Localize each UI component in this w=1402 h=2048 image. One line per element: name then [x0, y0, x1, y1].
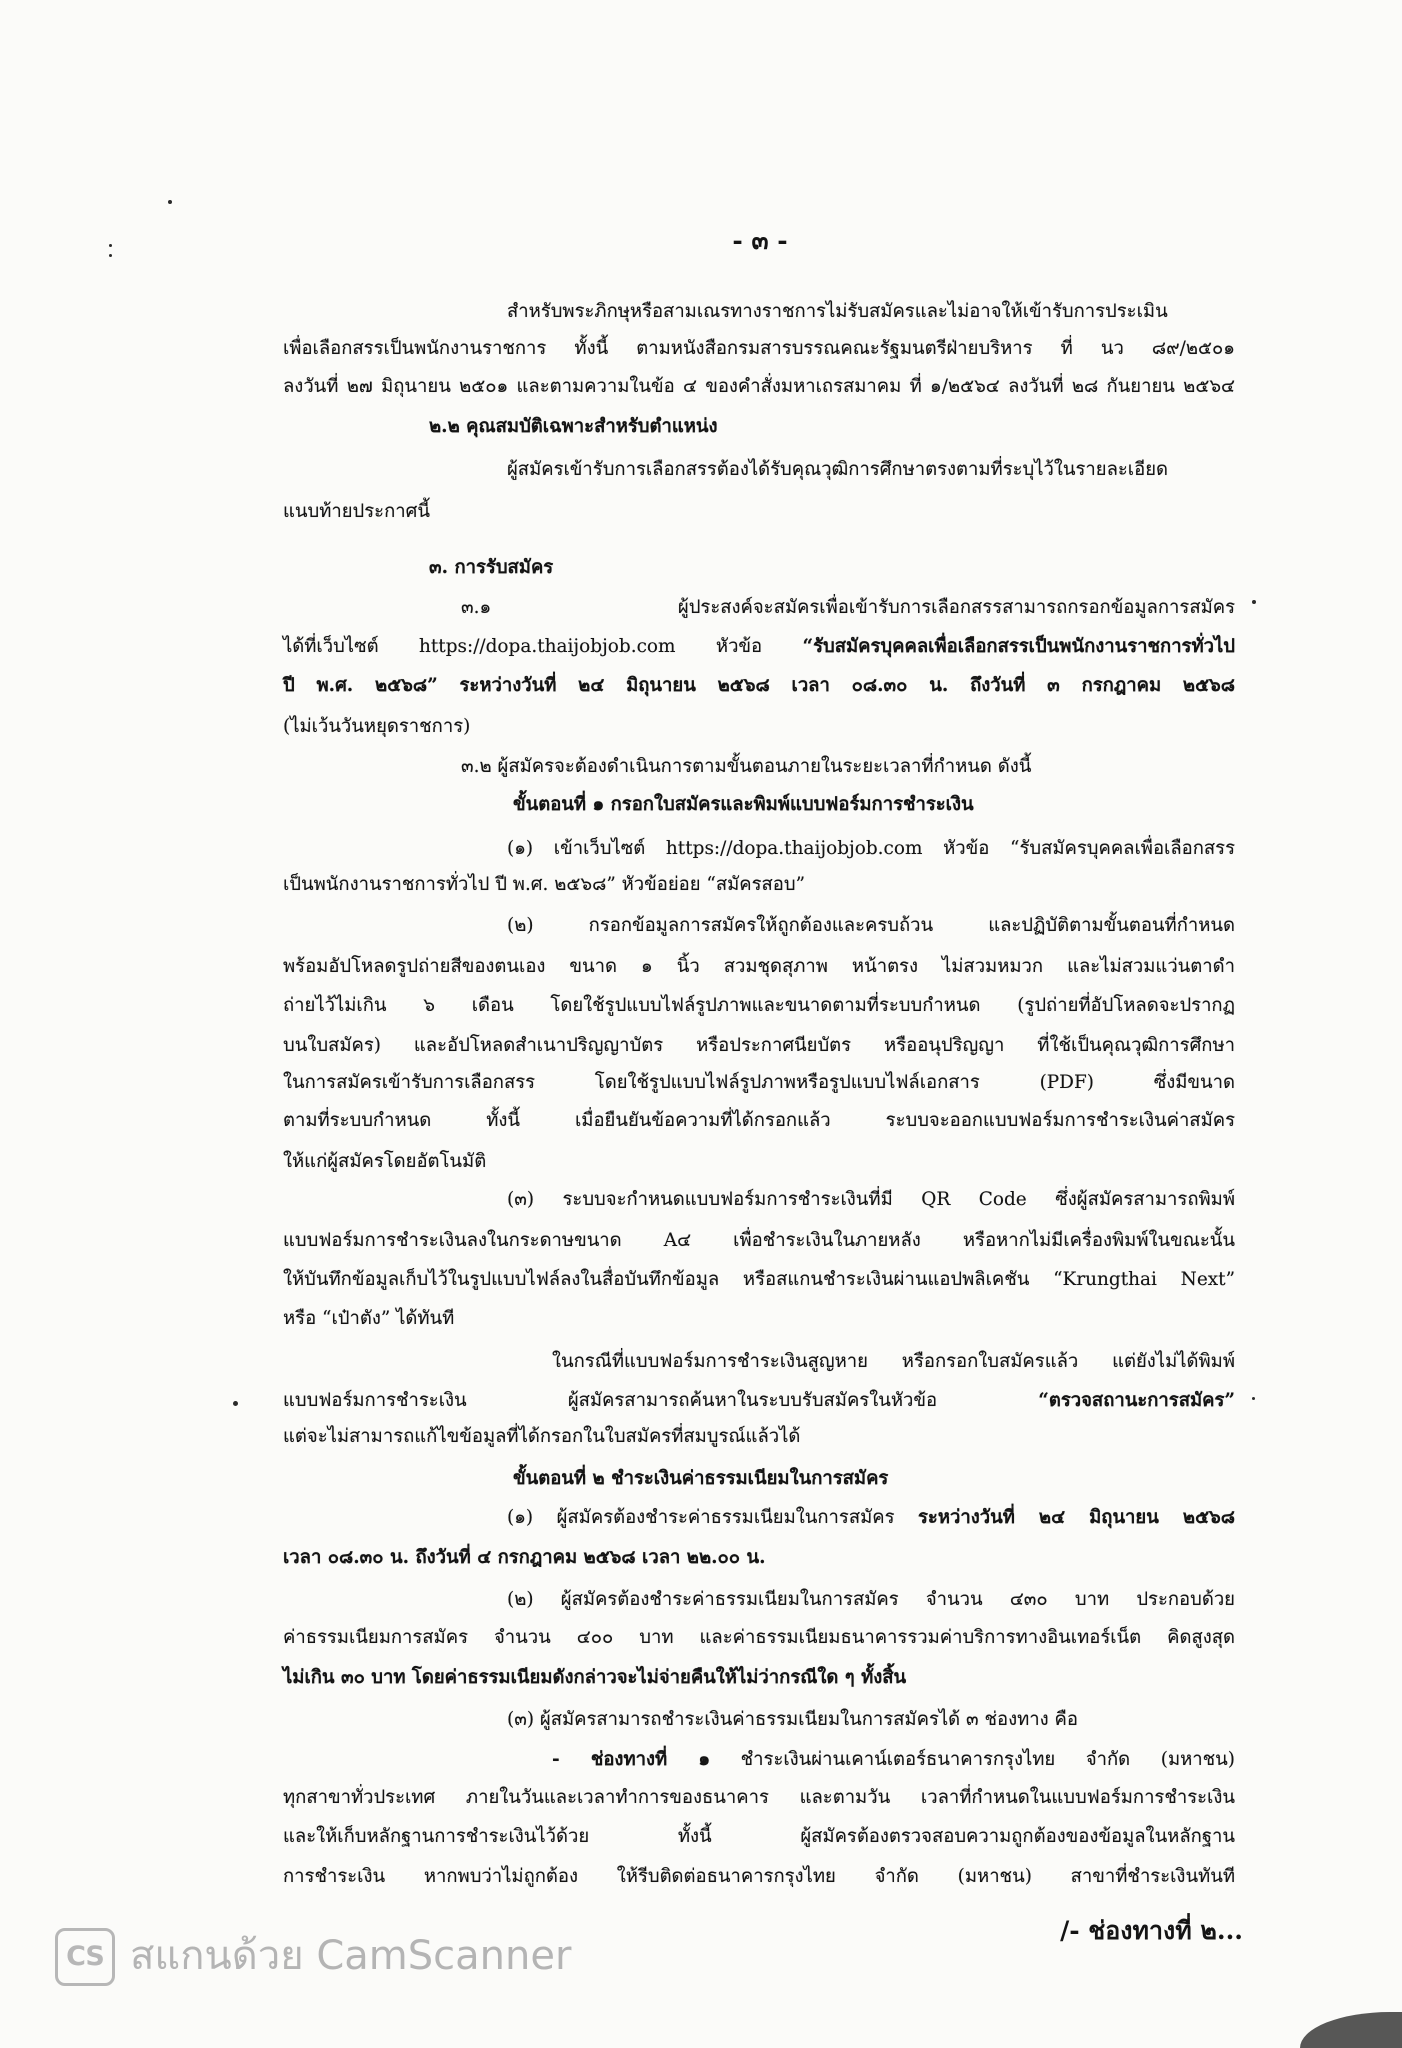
- body-line: [552, 1342, 1235, 1382]
- body-line: [283, 707, 1235, 747]
- text-run: (ไม่เว้นวันหยุดราชการ): [283, 716, 471, 737]
- text-run: เป็นพนักงานราชการทั่วไป ปี พ.ศ. ๒๕๖๘” หัวข้อย่อย “สมัครสอบ”: [283, 874, 806, 895]
- text-run: ถ่ายไว้ไม่เกิน ๖ เดือน โดยใช้รูปแบบไฟล์รูปภาพและขนาดตามที่ระบบกำหนด (รูปถ่ายที่อัปโหลดจะปรากฏ: [283, 995, 1235, 1016]
- text-run: ๓.๑ ผู้ประสงค์จะสมัครเพื่อเข้ารับการเลือกสรรสามารถกรอกข้อมูลการสมัคร: [461, 597, 1235, 618]
- text-run: ๓. การรับสมัคร: [429, 557, 554, 578]
- text-run-bold: - ช่องทางที่ ๑: [552, 1749, 711, 1770]
- text-run: ลงวันที่ ๒๗ มิถุนายน ๒๕๐๑ และตามความในข้อ ๔ ของคำสั่งมหาเถรสมาคม ที่ ๑/๒๕๖๔ ลงวันที่ ๒๘ กันยายน ๒๕๖๔: [283, 376, 1235, 397]
- text-run: (๒) กรอกข้อมูลการสมัครให้ถูกต้องและครบถ้วน และปฏิบัติตามขั้นตอนที่กำหนด: [507, 915, 1235, 936]
- body-line: [283, 1221, 1235, 1261]
- text-run: ชำระเงินผ่านเคาน์เตอร์ธนาคารกรุงไทย จำกัด (มหาชน): [710, 1749, 1235, 1770]
- body-line: [507, 450, 1235, 490]
- body-line: [283, 947, 1235, 987]
- body-line: [507, 906, 1235, 946]
- text-run: ค่าธรรมเนียมการสมัคร จำนวน ๔๐๐ บาท และค่าธรรมเนียมธนาคารรวมค่าบริการทางอินเทอร์เน็ต คิดสูงสุด: [283, 1627, 1235, 1648]
- text-run: ไม่เกิน ๓๐ บาท โดยค่าธรรมเนียมดังกล่าวจะไม่จ่ายคืนให้ไม่ว่ากรณีใด ๆ ทั้งสิ้น: [283, 1667, 907, 1688]
- body-line: [507, 292, 1235, 332]
- body-line: [283, 1381, 1235, 1421]
- body-line: [507, 1700, 1235, 1740]
- body-line: [283, 865, 1235, 905]
- camscanner-watermark: สแกนด้วย CamScanner: [130, 1933, 572, 1979]
- text-run: ๒.๒ คุณสมบัติเฉพาะสำหรับตำแหน่ง: [429, 416, 718, 437]
- body-line: [552, 1740, 1235, 1780]
- body-line: [507, 1180, 1235, 1220]
- text-run: หรือ “เป๋าตัง” ได้ทันที: [283, 1308, 455, 1329]
- text-run: เพื่อเลือกสรรเป็นพนักงานราชการ ทั้งนี้ ตามหนังสือกรมสารบรรณคณะรัฐมนตรีฝ่ายบริหาร ที่ นว ๘๙/๒๕๐๑: [283, 338, 1235, 359]
- step-heading: [513, 1459, 1235, 1499]
- text-run: ทุกสาขาทั่วประเทศ ภายในวันและเวลาทำการของธนาคาร และตามวัน เวลาที่กำหนดในแบบฟอร์มการชำระเงิน: [283, 1787, 1235, 1808]
- text-run: บนใบสมัคร) และอัปโหลดสำเนาปริญญาบัตร หรือประกาศนียบัตร หรืออนุปริญญา ที่ใช้เป็นคุณวุฒิการศึกษา: [283, 1035, 1235, 1056]
- text-run: ขั้นตอนที่ ๒ ชำระเงินค่าธรรมเนียมในการสมัคร: [513, 1468, 889, 1489]
- scan-speck: [1252, 600, 1256, 604]
- text-run: (๓) ผู้สมัครสามารถชำระเงินค่าธรรมเนียมในการสมัครได้ ๓ ช่องทาง คือ: [507, 1709, 1078, 1730]
- body-line: [283, 329, 1235, 369]
- body-line: [283, 1142, 1235, 1182]
- scan-edge-shadow: [1300, 2012, 1402, 2048]
- scan-speck: [109, 244, 112, 247]
- text-run: (๓) ระบบจะกำหนดแบบฟอร์มการชำระเงินที่มี QR Code ซึ่งผู้สมัครสามารถพิมพ์: [507, 1189, 1235, 1210]
- page-number: - ๓ -: [732, 226, 788, 255]
- body-line: [461, 588, 1235, 628]
- text-run: ให้บันทึกข้อมูลเก็บไว้ในรูปแบบไฟล์ลงในสื่อบันทึกข้อมูล หรือสแกนชำระเงินผ่านแอปพลิเคชัน “Krungthai Next”: [283, 1269, 1235, 1290]
- text-run: (๒) ผู้สมัครต้องชำระค่าธรรมเนียมในการสมัคร จำนวน ๔๓๐ บาท ประกอบด้วย: [507, 1589, 1235, 1610]
- text-run: สำหรับพระภิกษุหรือสามเณรทางราชการไม่รับสมัครและไม่อาจให้เข้ารับการประเมิน: [507, 301, 1168, 322]
- text-run: ในกรณีที่แบบฟอร์มการชำระเงินสูญหาย หรือกรอกใบสมัครแล้ว แต่ยังไม่ได้พิมพ์: [552, 1351, 1235, 1372]
- body-line: [283, 1618, 1235, 1658]
- body-line: [461, 747, 1235, 787]
- text-run: ได้ที่เว็บไซต์ https://dopa.thaijobjob.com หัวข้อ: [283, 636, 803, 657]
- body-line: [283, 1658, 1235, 1698]
- text-run: การชำระเงิน หากพบว่าไม่ถูกต้อง ให้รีบติดต่อธนาคารกรุงไทย จำกัด (มหาชน) สาขาที่ชำระเงินทันที: [283, 1866, 1235, 1887]
- text-run: ผู้สมัครเข้ารับการเลือกสรรต้องได้รับคุณวุฒิการศึกษาตรงตามที่ระบุไว้ในรายละเอียด: [507, 459, 1168, 480]
- body-line: [283, 986, 1235, 1026]
- text-run: แบบฟอร์มการชำระเงิน ผู้สมัครสามารถค้นหาในระบบรับสมัครในหัวข้อ: [283, 1390, 1039, 1411]
- body-line: [507, 1498, 1235, 1538]
- text-run: พร้อมอัปโหลดรูปถ่ายสีของตนเอง ขนาด ๑ นิ้ว สวมชุดสุภาพ หน้าตรง ไม่สวมหมวก และไม่สวมแว่นตาดำ: [283, 956, 1235, 977]
- text-run-bold: “รับสมัครบุคคลเพื่อเลือกสรรเป็นพนักงานราชการทั่วไป: [802, 636, 1235, 657]
- text-run: และให้เก็บหลักฐานการชำระเงินไว้ด้วย ทั้งนี้ ผู้สมัครต้องตรวจสอบความถูกต้องของข้อมูลในหลักฐาน: [283, 1826, 1235, 1847]
- camscanner-logo-icon: CS: [55, 1928, 115, 1986]
- body-line: [283, 1260, 1235, 1300]
- body-line: [283, 1817, 1235, 1857]
- text-run: ขั้นตอนที่ ๑ กรอกใบสมัครและพิมพ์แบบฟอร์มการชำระเงิน: [513, 794, 974, 815]
- scan-speck: [168, 200, 172, 204]
- scan-speck: [1252, 1397, 1255, 1400]
- text-run: ให้แก่ผู้สมัครโดยอัตโนมัติ: [283, 1151, 487, 1172]
- body-line: [283, 627, 1235, 667]
- body-line: [283, 666, 1235, 706]
- text-run: ในการสมัครเข้ารับการเลือกสรร โดยใช้รูปแบบไฟล์รูปภาพหรือรูปแบบไฟล์เอกสาร (PDF) ซึ่งมีขนาด: [283, 1072, 1235, 1093]
- body-line: [283, 1063, 1235, 1103]
- text-run: แต่จะไม่สามารถแก้ไขข้อมูลที่ได้กรอกในใบสมัครที่สมบูรณ์แล้วได้: [283, 1426, 801, 1447]
- text-run: แนบท้ายประกาศนี้: [283, 501, 430, 522]
- scan-speck: [109, 254, 112, 257]
- text-run-bold: “ตรวจสถานะการสมัคร”: [1038, 1390, 1235, 1411]
- text-run: ปี พ.ศ. ๒๕๖๘” ระหว่างวันที่ ๒๔ มิถุนายน ๒๕๖๘ เวลา ๐๘.๓๐ น. ถึงวันที่ ๓ กรกฎาคม ๒๕๖๘: [283, 675, 1235, 696]
- section-heading: [429, 548, 1235, 588]
- text-run: ตามที่ระบบกำหนด ทั้งนี้ เมื่อยืนยันข้อความที่ได้กรอกแล้ว ระบบจะออกแบบฟอร์มการชำระเงินค่าสมัคร: [283, 1110, 1235, 1131]
- body-line: [283, 1538, 1235, 1578]
- body-line: [283, 367, 1235, 407]
- body-line: [283, 1101, 1235, 1141]
- body-line: [283, 1417, 1235, 1457]
- body-line: [283, 1299, 1235, 1339]
- body-line: [283, 492, 1235, 532]
- body-line: [283, 1026, 1235, 1066]
- text-run: ๓.๒ ผู้สมัครจะต้องดำเนินการตามขั้นตอนภายในระยะเวลาที่กำหนด ดังนี้: [461, 756, 1032, 777]
- body-line: [283, 1778, 1235, 1818]
- text-run: แบบฟอร์มการชำระเงินลงในกระดาษขนาด A๔ เพื่อชำระเงินในภายหลัง หรือหากไม่มีเครื่องพิมพ์ในขณะนั้น: [283, 1230, 1235, 1251]
- body-line: [507, 829, 1235, 869]
- text-run: เวลา ๐๘.๓๐ น. ถึงวันที่ ๔ กรกฎาคม ๒๕๖๘ เวลา ๒๒.๐๐ น.: [283, 1547, 766, 1568]
- section-heading: [429, 407, 1235, 447]
- continuation-marker: /- ช่องทางที่ ๒...: [1060, 1916, 1243, 1945]
- step-heading: [513, 785, 1235, 825]
- scan-speck: [233, 1401, 238, 1406]
- text-run: (๑) ผู้สมัครต้องชำระค่าธรรมเนียมในการสมัคร: [507, 1507, 918, 1528]
- body-line: [283, 1857, 1235, 1897]
- text-run: (๑) เข้าเว็บไซต์ https://dopa.thaijobjob.com หัวข้อ “รับสมัครบุคคลเพื่อเลือกสรร: [507, 838, 1235, 859]
- body-line: [507, 1580, 1235, 1620]
- text-run-bold: ระหว่างวันที่ ๒๔ มิถุนายน ๒๕๖๘: [918, 1507, 1235, 1528]
